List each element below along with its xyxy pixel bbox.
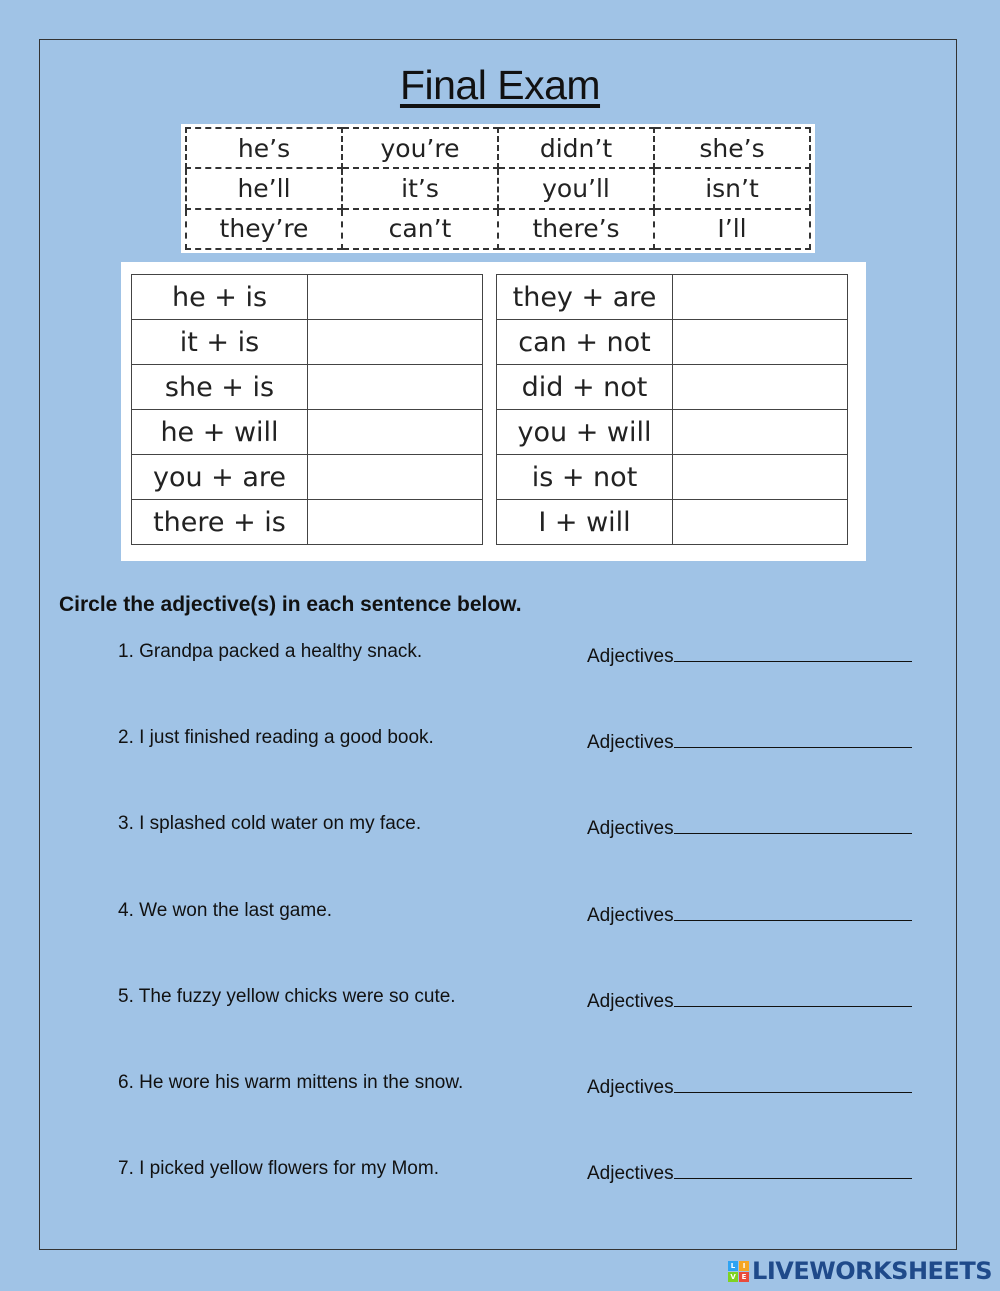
logo-tile: I [739, 1261, 749, 1271]
question-item [118, 727, 938, 757]
word-bank-word: it’s [342, 168, 498, 208]
match-row [497, 410, 848, 455]
match-row [497, 275, 848, 320]
match-row [497, 500, 848, 545]
adjectives-answer [587, 641, 912, 668]
adjectives-label: Adjectives [587, 1077, 674, 1098]
page-title: Final Exam [399, 62, 601, 108]
question-sentence: 4. We won the last game. [118, 899, 333, 921]
adjectives-answer [587, 813, 912, 840]
adjectives-label: Adjectives [587, 1163, 674, 1185]
contraction-answer-box[interactable] [673, 320, 848, 365]
adjectives-answer [587, 986, 912, 1013]
word-bank-word: you’ll [498, 168, 654, 208]
question-item [118, 1072, 938, 1102]
adjectives-label: Adjectives [587, 990, 674, 1012]
word-sum: there + is [132, 500, 308, 545]
word-sum: they + are [497, 275, 673, 320]
instruction-text: Circle the adjective(s) in each sentence below. [59, 593, 522, 616]
left-contraction-table [131, 274, 483, 545]
word-bank-word: they’re [186, 209, 342, 249]
word-bank-row [186, 128, 810, 168]
adjectives-label: Adjectives [587, 732, 674, 754]
word-sum: you + are [132, 455, 308, 500]
logo-tile: E [739, 1272, 749, 1282]
liveworksheets-logo-icon [728, 1261, 749, 1282]
question-sentence: 2. I just finished reading a good book. [118, 727, 434, 749]
adjectives-answer [587, 900, 912, 927]
word-bank [181, 124, 815, 253]
word-sum: he + is [132, 275, 308, 320]
contraction-answer-box[interactable] [673, 500, 848, 545]
question-sentence: 1. Grandpa packed a healthy snack. [118, 641, 423, 662]
word-bank-row [186, 168, 810, 208]
word-bank-word: I’ll [654, 209, 810, 249]
word-sum: did + not [497, 365, 673, 410]
word-sum: it + is [132, 320, 308, 365]
adjectives-blank-input[interactable] [674, 727, 912, 748]
contraction-answer-box[interactable] [673, 410, 848, 455]
contraction-answer-box[interactable] [308, 410, 483, 455]
contraction-answer-box[interactable] [673, 365, 848, 410]
word-sum: he + will [132, 410, 308, 455]
word-sum: you + will [497, 410, 673, 455]
adjectives-blank-input[interactable] [674, 641, 912, 662]
question-item [118, 813, 938, 843]
word-bank-word: she’s [654, 128, 810, 168]
logo-tile: L [728, 1261, 738, 1271]
logo-tile: V [728, 1272, 738, 1282]
question-sentence: 7. I picked yellow flowers for my Mom. [118, 1158, 439, 1180]
adjectives-answer [587, 1158, 912, 1185]
word-bank-word: he’ll [186, 168, 342, 208]
adjectives-label: Adjectives [587, 646, 674, 667]
question-item [118, 1158, 938, 1188]
contraction-answer-box[interactable] [308, 455, 483, 500]
question-sentence: 3. I splashed cold water on my face. [118, 813, 422, 835]
contraction-answer-box[interactable] [308, 365, 483, 410]
match-row [132, 275, 483, 320]
match-row [132, 500, 483, 545]
contraction-answer-box[interactable] [308, 320, 483, 365]
right-contraction-table [496, 274, 848, 545]
word-bank-row [186, 209, 810, 249]
word-bank-word: he’s [186, 128, 342, 168]
contraction-answer-box[interactable] [673, 455, 848, 500]
brand-footer [728, 1256, 992, 1286]
match-row [497, 455, 848, 500]
word-bank-word: you’re [342, 128, 498, 168]
question-item [118, 900, 938, 930]
adjectives-blank-input[interactable] [674, 986, 912, 1007]
question-item [118, 641, 938, 671]
question-sentence: 6. He wore his warm mittens in the snow. [118, 1072, 464, 1093]
adjectives-label: Adjectives [587, 818, 674, 840]
word-sum: she + is [132, 365, 308, 410]
brand-name: LIVEWORKSHEETS [752, 1257, 992, 1285]
word-bank-table [185, 127, 811, 250]
contraction-answer-box[interactable] [673, 275, 848, 320]
contraction-answer-box[interactable] [308, 500, 483, 545]
question-sentence: 5. The fuzzy yellow chicks were so cute. [118, 985, 456, 1007]
word-sum: I + will [497, 500, 673, 545]
adjectives-blank-input[interactable] [674, 1072, 912, 1093]
match-row [132, 365, 483, 410]
word-sum: can + not [497, 320, 673, 365]
question-item [118, 986, 938, 1016]
contraction-answer-box[interactable] [308, 275, 483, 320]
word-bank-word: can’t [342, 209, 498, 249]
match-row [132, 410, 483, 455]
match-row [497, 365, 848, 410]
adjectives-answer [587, 1072, 912, 1099]
adjectives-answer [587, 727, 912, 754]
word-sum: is + not [497, 455, 673, 500]
adjectives-label: Adjectives [587, 904, 674, 926]
adjectives-blank-input[interactable] [674, 1158, 912, 1179]
match-row [132, 455, 483, 500]
word-bank-word: didn’t [498, 128, 654, 168]
match-row [132, 320, 483, 365]
word-bank-word: isn’t [654, 168, 810, 208]
contraction-matching-panel [121, 262, 866, 561]
word-bank-word: there’s [498, 209, 654, 249]
adjectives-blank-input[interactable] [674, 813, 912, 834]
match-row [497, 320, 848, 365]
adjectives-blank-input[interactable] [674, 900, 912, 921]
